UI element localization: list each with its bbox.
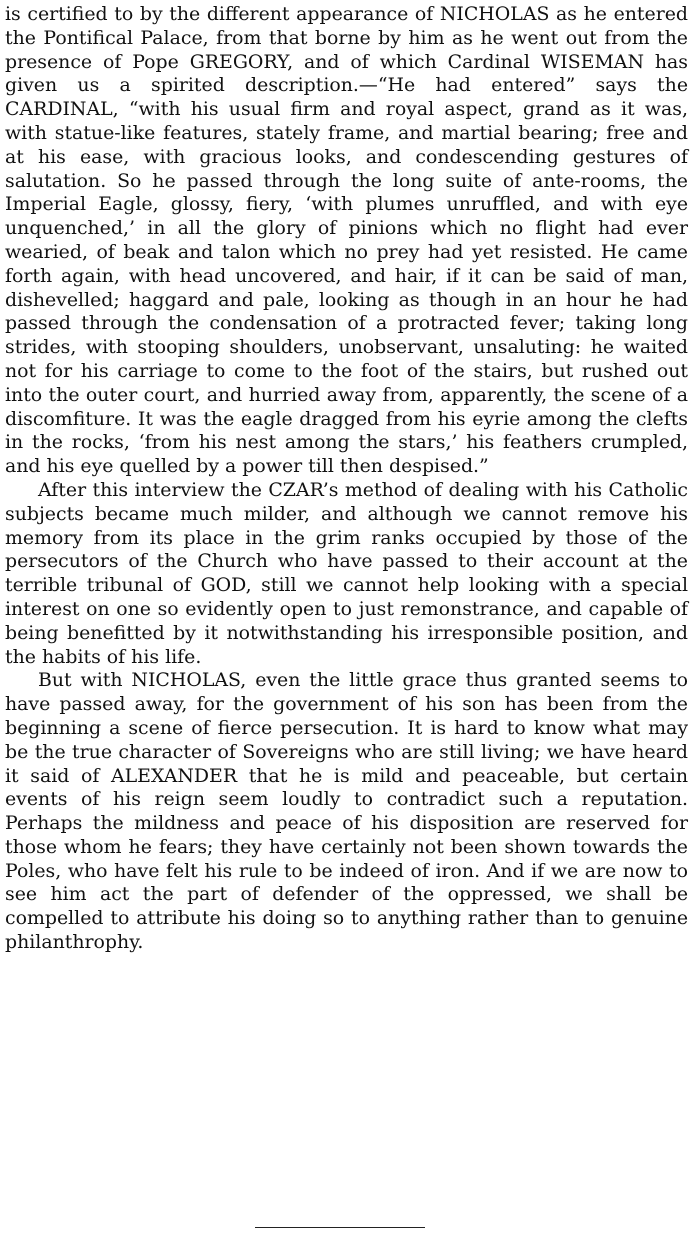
- paragraph-czar-interview: After this interview the CZAR’s method of dealing with his Catholic subjects became much milder, and although we cannot remove his memory from its place in the grim ranks occupied by those of the persecutors of the Church who have passed to their account at the terrible tribunal of GOD, still we cannot help looking with a special interest on one so evidently open to just remonstrance, and capable of being benefitted by it notwithstanding his irresponsible position, and the habits of his life.: [5, 478, 688, 668]
- document-page: [5, 3, 688, 955]
- paragraph-continued-quotation: is certified to by the different appearance of NICHOLAS as he entered the Pontifical Palace, from that borne by him as he went out from the presence of Pope GREGORY, and of which Cardinal WISEMAN has given us a spirited description.—“He had entered” says the CARDINAL, “with his usual firm and royal aspect, grand as it was, with statue-like features, stately frame, and martial bearing; free and at his ease, with gracious looks, and condescending gestures of salutation. So he passed through the long suite of ante-rooms, the Imperial Eagle, glossy, fiery, ‘with plumes unruffled, and with eye unquenched,’ in all the glory of pinions which no flight had ever wearied, of beak and talon which no prey had yet resisted. He came forth again, with head uncovered, and hair, if it can be said of man, dishevelled; haggard and pale, looking as though in an hour he had passed through the condensation of a protracted fever; taking long strides, with stooping shoulders, unobservant, unsaluting: he waited not for his carriage to come to the foot of the stairs, but rushed out into the outer court, and hurried away from, apparently, the scene of a discomfiture. It was the eagle dragged from his eyrie among the clefts in the rocks, ‘from his nest among the stars,’ his feathers crumpled, and his eye quelled by a power till then despised.”: [5, 3, 688, 478]
- section-end-rule: [255, 1227, 425, 1228]
- paragraph-nicholas-son: But with NICHOLAS, even the little grace thus granted seems to have passed away, for the government of his son has been from the beginning a scene of fierce persecution. It is hard to know what may be the true character of Sovereigns who are still living; we have heard it said of ALEXANDER that he is mild and peaceable, but certain events of his reign seem loudly to contradict such a reputation. Perhaps the mildness and peace of his disposition are reserved for those whom he fears; they have certainly not been shown towards the Poles, who have felt his rule to be indeed of iron. And if we are now to see him act the part of defender of the oppressed, we shall be compelled to attribute his doing so to anything rather than to genuine philanthrophy.: [5, 669, 688, 954]
